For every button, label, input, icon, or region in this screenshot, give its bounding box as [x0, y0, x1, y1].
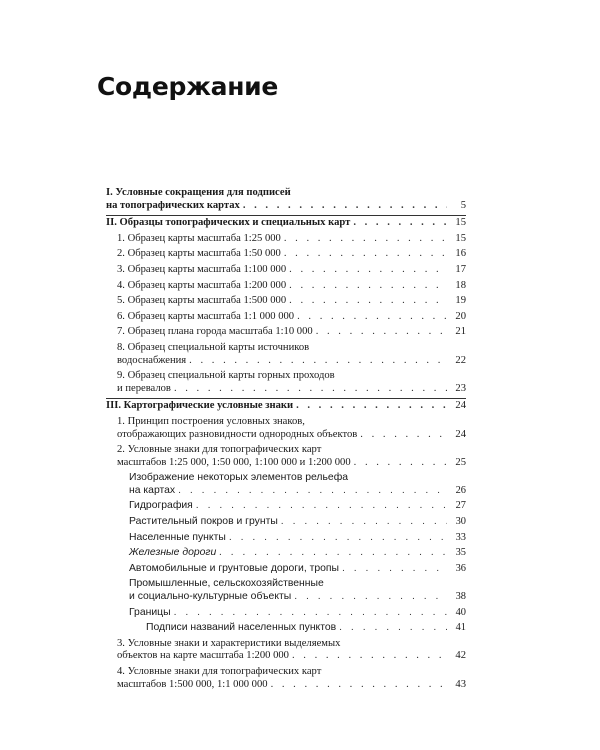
toc-page-number: 21 [455, 326, 466, 338]
toc-entry-title: Растительный покров и грунты [129, 516, 278, 528]
toc-page-number: 20 [455, 310, 466, 322]
toc-entry[interactable] [106, 248, 466, 261]
toc-entry-title: Гидрография [129, 500, 193, 512]
toc-entry[interactable] [106, 607, 466, 620]
toc-page-number: 41 [455, 622, 466, 634]
toc-entry-title: 7. Образец плана города масштаба 1:10 000 [117, 326, 313, 338]
toc-entry[interactable] [106, 326, 466, 339]
dot-leader [271, 679, 447, 692]
dot-leader [289, 295, 447, 308]
toc-entry[interactable] [106, 532, 466, 545]
toc-entry[interactable] [106, 416, 466, 441]
toc-page-number: 36 [455, 562, 466, 574]
toc-page-number: 15 [455, 217, 466, 229]
toc-page-number: 5 [460, 199, 466, 211]
toc-entry-title: Изображение некоторых элементов рельефа [129, 472, 349, 484]
toc-page-number: 15 [455, 232, 466, 244]
toc-page-number: 27 [455, 500, 466, 512]
toc-entry[interactable] [106, 370, 466, 395]
toc-entry-title: 4. Условные знаки для топографических карт [117, 666, 322, 677]
toc-entry[interactable] [106, 398, 466, 413]
dot-leader [229, 532, 447, 545]
toc-entry-title: III. Картографические условные знаки [106, 400, 294, 412]
toc-page-number: 19 [455, 295, 466, 307]
toc-entry-title: отображающих разновидности однородных объектов [117, 428, 358, 440]
toc-entry-title: на топографических картах [106, 199, 240, 211]
toc-entry[interactable] [106, 666, 466, 691]
toc-page-number: 38 [455, 591, 466, 603]
toc-entry[interactable] [106, 622, 466, 635]
table-of-contents [106, 186, 466, 694]
toc-page-number: 43 [455, 678, 466, 690]
dot-leader [339, 622, 447, 635]
toc-entry[interactable] [106, 547, 466, 560]
dot-leader [174, 607, 447, 620]
toc-entry-title: водоснабжения [117, 354, 187, 366]
toc-page-number: 42 [455, 650, 466, 662]
toc-page-number: 30 [455, 516, 466, 528]
toc-page-number: 40 [455, 606, 466, 618]
toc-page-number: 16 [455, 248, 466, 260]
toc-entry[interactable] [106, 311, 466, 324]
toc-entry-title: 9. Образец специальной карты горных проходов [117, 370, 335, 382]
toc-entry-title: 3. Образец карты масштаба 1:100 000 [117, 263, 287, 275]
toc-entry[interactable] [106, 215, 466, 230]
toc-page-number: 33 [455, 531, 466, 543]
toc-entry-title: 5. Образец карты масштаба 1:500 000 [117, 295, 287, 307]
dot-leader [360, 429, 447, 442]
dot-leader [292, 650, 447, 663]
toc-entry[interactable] [106, 233, 466, 246]
dot-leader [296, 400, 447, 413]
toc-page-number: 26 [455, 484, 466, 496]
dot-leader [189, 355, 447, 368]
dot-leader [174, 383, 447, 396]
toc-entry-title: 2. Условные знаки для топографических карт [117, 444, 322, 456]
toc-entry-title: 4. Образец карты масштаба 1:200 000 [117, 279, 287, 291]
dot-leader [354, 457, 447, 470]
dot-leader [294, 591, 447, 604]
toc-page-number: 35 [455, 547, 466, 559]
dot-leader [281, 516, 447, 529]
dot-leader [289, 264, 447, 277]
dot-leader [284, 233, 447, 246]
toc-entry[interactable] [106, 516, 466, 529]
toc-entry-title: Границы [129, 606, 171, 618]
dot-leader [284, 248, 447, 261]
toc-entry-title: на картах [129, 484, 176, 496]
toc-entry-title: масштабов 1:25 000, 1:50 000, 1:100 000 и 1:200 000 [117, 456, 351, 468]
toc-entry[interactable] [106, 444, 466, 469]
toc-entry-title: Подписи названий населенных пунктов [146, 622, 337, 634]
toc-entry-title: I. Условные сокращения для подписей [106, 187, 291, 198]
toc-page-number: 24 [455, 400, 466, 412]
toc-page-number: 23 [455, 382, 466, 394]
toc-entry-title: 2. Образец карты масштаба 1:50 000 [117, 248, 281, 260]
dot-leader [297, 311, 447, 324]
dot-leader [178, 485, 447, 498]
toc-page-number: 25 [455, 456, 466, 468]
toc-entry-title: Населенные пункты [129, 531, 226, 543]
toc-entry-title: 8. Образец специальной карты источников [117, 341, 310, 353]
toc-entry[interactable] [106, 578, 466, 603]
toc-entry[interactable] [106, 264, 466, 277]
toc-entry[interactable] [106, 563, 466, 576]
dot-leader [196, 500, 447, 513]
dot-leader [353, 217, 447, 230]
toc-entry-title: II. Образцы топографических и специальных карт [106, 217, 351, 229]
toc-entry-title: 6. Образец карты масштаба 1:1 000 000 [117, 310, 295, 322]
toc-entry[interactable] [106, 186, 466, 212]
toc-entry-title: 3. Условные знаки и характеристики выделяемых [117, 637, 341, 649]
dot-leader [289, 280, 447, 293]
toc-entry-title: и перевалов [117, 382, 171, 394]
toc-entry[interactable] [106, 472, 466, 497]
dot-leader [342, 563, 447, 576]
toc-entry[interactable] [106, 295, 466, 308]
toc-entry-title: 1. Образец карты масштаба 1:25 000 [117, 232, 281, 244]
dot-leader [316, 326, 447, 339]
toc-entry-title: объектов на карте масштаба 1:200 000 [117, 650, 289, 662]
dot-leader [219, 547, 447, 560]
dot-leader [243, 200, 447, 213]
toc-page-number: 24 [455, 428, 466, 440]
toc-entry-title: 1. Принцип построения условных знаков, [117, 415, 305, 427]
toc-entry[interactable] [106, 500, 466, 513]
toc-entry-title: и социально-культурные объекты [129, 591, 292, 603]
toc-page-number: 17 [455, 263, 466, 275]
toc-entry[interactable] [106, 280, 466, 293]
toc-entry-title: Автомобильные и грунтовые дороги, тропы [129, 562, 339, 574]
toc-page-number: 18 [455, 279, 466, 291]
toc-entry-title: масштабов 1:500 000, 1:1 000 000 [117, 678, 268, 690]
toc-entry-title: Железные дороги [129, 547, 217, 559]
toc-entry-title: Промышленные, сельскохозяйственные [129, 578, 324, 590]
toc-page-number: 22 [455, 354, 466, 366]
page-title: Содержание [97, 72, 279, 101]
toc-entry[interactable] [106, 342, 466, 367]
toc-entry[interactable] [106, 638, 466, 663]
